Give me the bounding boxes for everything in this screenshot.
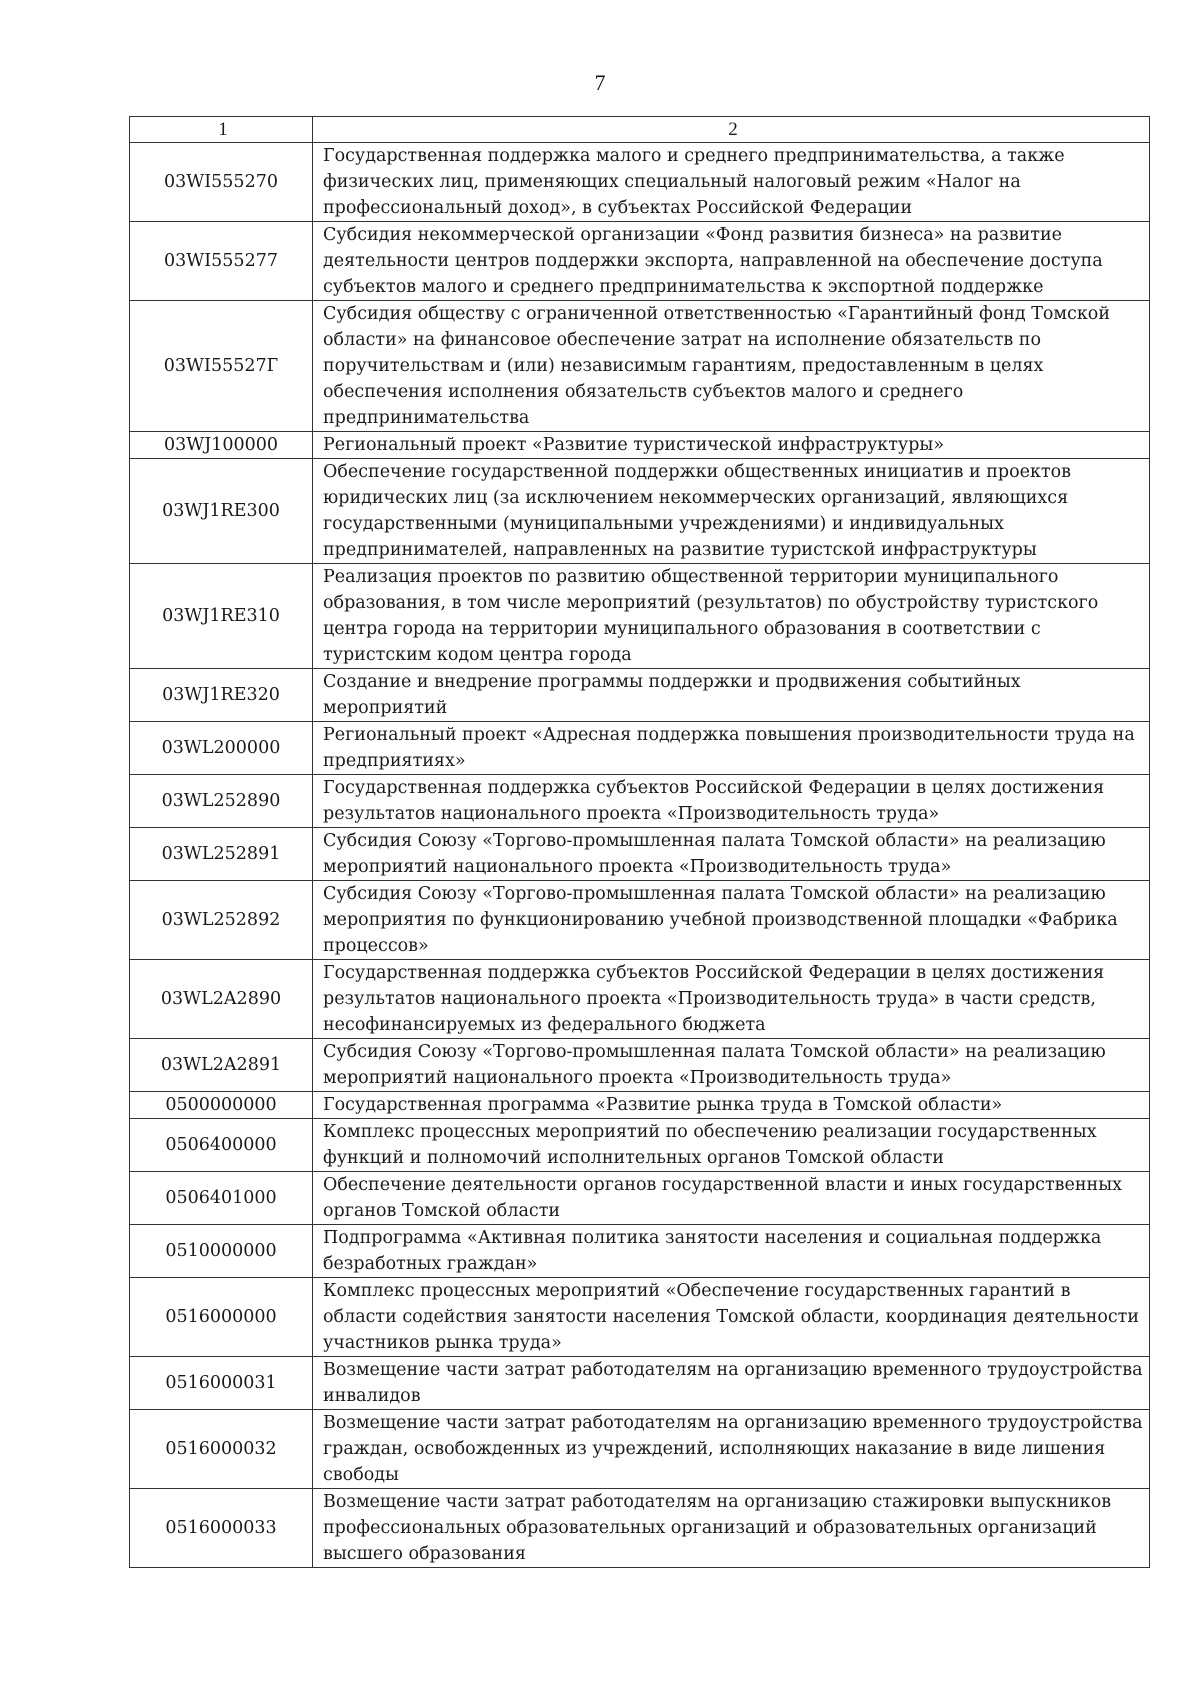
row-code: 0500000000 xyxy=(130,1092,313,1119)
row-code: 03WJ100000 xyxy=(130,432,313,459)
row-code: 0516000000 xyxy=(130,1278,313,1357)
table-row xyxy=(130,1489,1150,1568)
row-code: 0506400000 xyxy=(130,1119,313,1172)
table-row xyxy=(130,960,1150,1039)
row-description: Реализация проектов по развитию общественной территории муниципального образования, в том числе мероприятий (результатов) по обустройству туристского центра города на территории муниципального образования в соответствии с туристским кодом центра города xyxy=(313,564,1150,669)
classification-table xyxy=(129,116,1150,1568)
row-description: Создание и внедрение программы поддержки и продвижения событийных мероприятий xyxy=(313,669,1150,722)
row-code: 03WI55527Г xyxy=(130,301,313,432)
table-row xyxy=(130,432,1150,459)
row-description: Государственная поддержка малого и среднего предпринимательства, а также физических лиц, применяющих специальный налоговый режим «Налог на профессиональный доход», в субъектах Российской Федерации xyxy=(313,143,1150,222)
row-description: Возмещение части затрат работодателям на организацию временного трудоустройства граждан, освобожденных из учреждений, исполняющих наказание в виде лишения свободы xyxy=(313,1410,1150,1489)
row-description: Региональный проект «Развитие туристической инфраструктуры» xyxy=(313,432,1150,459)
row-description: Обеспечение деятельности органов государственной власти и иных государственных органов Томской области xyxy=(313,1172,1150,1225)
row-code: 03WJ1RE300 xyxy=(130,459,313,564)
table-row xyxy=(130,301,1150,432)
row-description: Субсидия Союзу «Торгово-промышленная палата Томской области» на реализацию мероприятий национального проекта «Производительность труда» xyxy=(313,828,1150,881)
row-description: Обеспечение государственной поддержки общественных инициатив и проектов юридических лиц (за исключением некоммерческих организаций, являющихся государственными (муниципальными учреждениями) и индивидуальных предпринимателей, направленных на развитие туристской инфраструктуры xyxy=(313,459,1150,564)
table-row xyxy=(130,1410,1150,1489)
row-code: 03WL2A2890 xyxy=(130,960,313,1039)
table-row xyxy=(130,828,1150,881)
row-code: 03WJ1RE320 xyxy=(130,669,313,722)
table-row xyxy=(130,1357,1150,1410)
row-code: 0506401000 xyxy=(130,1172,313,1225)
table-row xyxy=(130,1172,1150,1225)
column-header-2: 2 xyxy=(313,117,1150,143)
row-code: 03WL2A2891 xyxy=(130,1039,313,1092)
page-number: 7 xyxy=(594,70,606,95)
table-row xyxy=(130,881,1150,960)
table-row xyxy=(130,722,1150,775)
row-code: 03WI555277 xyxy=(130,222,313,301)
row-description: Возмещение части затрат работодателям на организацию временного трудоустройства инвалидов xyxy=(313,1357,1150,1410)
row-code: 03WL252890 xyxy=(130,775,313,828)
row-description: Субсидия некоммерческой организации «Фонд развития бизнеса» на развитие деятельности центров поддержки экспорта, направленной на обеспечение доступа субъектов малого и среднего предпринимательства к экспортной поддержке xyxy=(313,222,1150,301)
table-row xyxy=(130,669,1150,722)
row-code: 03WL252891 xyxy=(130,828,313,881)
row-description: Государственная поддержка субъектов Российской Федерации в целях достижения результатов национального проекта «Производительность труда» xyxy=(313,775,1150,828)
row-description: Подпрограмма «Активная политика занятости населения и социальная поддержка безработных граждан» xyxy=(313,1225,1150,1278)
row-code: 03WL252892 xyxy=(130,881,313,960)
row-code: 0510000000 xyxy=(130,1225,313,1278)
row-code: 03WI555270 xyxy=(130,143,313,222)
row-description: Региональный проект «Адресная поддержка повышения производительности труда на предприятиях» xyxy=(313,722,1150,775)
row-description: Государственная программа «Развитие рынка труда в Томской области» xyxy=(313,1092,1150,1119)
row-description: Комплекс процессных мероприятий по обеспечению реализации государственных функций и полномочий исполнительных органов Томской области xyxy=(313,1119,1150,1172)
row-code: 0516000031 xyxy=(130,1357,313,1410)
table-row xyxy=(130,564,1150,669)
table-row xyxy=(130,1039,1150,1092)
row-description: Субсидия Союзу «Торгово-промышленная палата Томской области» на реализацию мероприятия по функционированию учебной производственной площадки «Фабрика процессов» xyxy=(313,881,1150,960)
row-description: Субсидия обществу с ограниченной ответственностью «Гарантийный фонд Томской области» на финансовое обеспечение затрат на исполнение обязательств по поручительствам и (или) независимым гарантиям, предоставленным в целях обеспечения исполнения обязательств субъектов малого и среднего предпринимательства xyxy=(313,301,1150,432)
row-description: Комплекс процессных мероприятий «Обеспечение государственных гарантий в области содействия занятости населения Томской области, координация деятельности участников рынка труда» xyxy=(313,1278,1150,1357)
row-code: 03WJ1RE310 xyxy=(130,564,313,669)
table-row xyxy=(130,775,1150,828)
table-row xyxy=(130,459,1150,564)
row-code: 0516000033 xyxy=(130,1489,313,1568)
table-row xyxy=(130,1278,1150,1357)
table-header-row xyxy=(130,117,1150,143)
table-row xyxy=(130,1225,1150,1278)
row-description: Субсидия Союзу «Торгово-промышленная палата Томской области» на реализацию мероприятий национального проекта «Производительность труда» xyxy=(313,1039,1150,1092)
row-code: 03WL200000 xyxy=(130,722,313,775)
row-code: 0516000032 xyxy=(130,1410,313,1489)
table-row xyxy=(130,143,1150,222)
column-header-1: 1 xyxy=(130,117,313,143)
table-row xyxy=(130,1119,1150,1172)
row-description: Возмещение части затрат работодателям на организацию стажировки выпускников профессиональных образовательных организаций и образовательных организаций высшего образования xyxy=(313,1489,1150,1568)
table-row xyxy=(130,222,1150,301)
table-row xyxy=(130,1092,1150,1119)
row-description: Государственная поддержка субъектов Российской Федерации в целях достижения результатов национального проекта «Производительность труда» в части средств, несофинансируемых из федерального бюджета xyxy=(313,960,1150,1039)
